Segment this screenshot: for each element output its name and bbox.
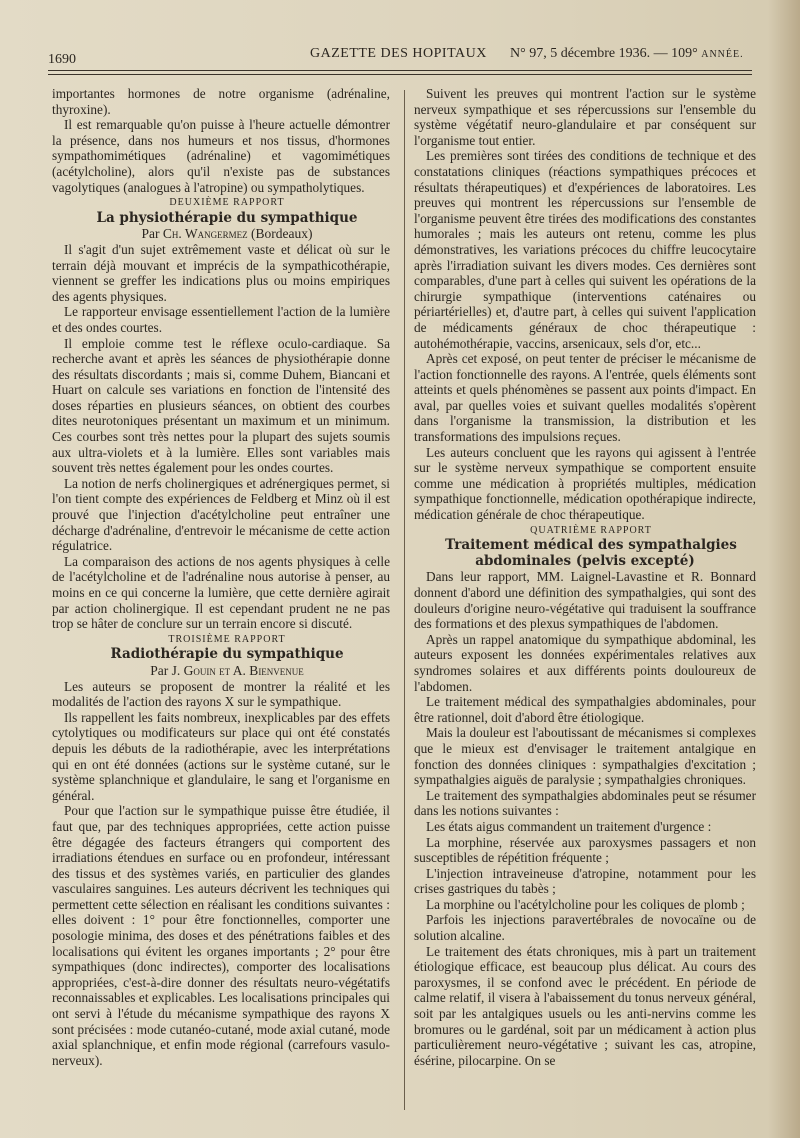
report3-author bbox=[52, 663, 390, 679]
report2-title: La physiothérapie du sympathique bbox=[96, 209, 358, 226]
report2-paragraph: La notion de nerfs cholinergiques et adrénergiques permet, si l'on tient compte des expériences de Feldberg et Minz où il est prouvé que l'injection d'acétylcholine peut entraîner une décharge d'adrénaline, d'entrevoir le mécanisme de cette action régulatrice. bbox=[52, 475, 390, 554]
report4-title: Traitement médical des sympathalgies abdominales (pelvis excepté) bbox=[445, 537, 737, 569]
report4-paragraph: Après un rappel anatomique du sympathique abdominal, les auteurs exposent les données expérimentales relatives aux syndromes solaires et aux différents points douloureux de l'abdomen. bbox=[414, 631, 756, 694]
continued-paragraph: Les premières sont tirées des conditions de technique et des constatations cliniques (réactions sympathiques précoces et résultats thérapeutiques) et d'expériences de laboratoires. Les preuves qui montrent les répercussions sur l'ensemble de l'organisme peuvent être tirées des modifications des constantes humorales ; mais les auteurs ont retenu, comme les plus démonstratives, les variations précoces du chiffre leucocytaire après l'irradiation suivant les divers modes. Ces dernières sont comparables, d'une part à celles qui suivent les opérations de la chirurgie sympathique (interventions caténaires ou périartérielles) et, d'autre part, à celles qui suivent l'application de médicaments généraux de choc thérapeutique : autohémothérapie, vaccins, arsenicaux, sels d'or, etc... bbox=[414, 148, 756, 351]
report3-paragraph: Les auteurs se proposent de montrer la réalité et les modalités de l'action des rayons X sur le sympathique. bbox=[52, 678, 390, 710]
issue-date: N° 97, 5 décembre 1936. — 109° bbox=[510, 46, 698, 61]
header-rule-top bbox=[48, 70, 752, 71]
report2-paragraph: Il emploie comme test le réflexe oculo-cardiaque. Sa recherche avant et après les séances de physiothérapie donne des résultats discordants ; mais si, comme Duhem, Biancani et Huart on calcule ses variations en fonction de l'intensité des doses réparties en plusieurs séances, on obtient des courbes dites neurotoniques présentant un maximum et un minimum. Ces courbes sont très nettes pour la plupart des sujets soumis aux ultra-violets et à la lumière. Elles sont variables mais souvent très nettes également pour les ondes courtes. bbox=[52, 335, 390, 476]
issue-annee: ANNÉE. bbox=[701, 49, 744, 60]
author-suffix: (Bordeaux) bbox=[251, 226, 313, 242]
report4-paragraph: La morphine ou l'acétylcholine pour les coliques de plomb ; bbox=[426, 896, 745, 912]
report4-paragraph: L'injection intraveineuse d'atropine, notamment pour les crises gastriques du tabès ; bbox=[414, 865, 756, 897]
report3-title: Radiothérapie du sympathique bbox=[110, 646, 344, 663]
report2-paragraph: La comparaison des actions de nos agents physiques à celle de l'acétylcholine et de l'adrénaline nous autorise à penser, au moins en ce qui concerne la lumière, que cette dernière agirait par action cholinergique. Il est cependant prudent ne ne pas trop se hâter de conclure sur un terrain encore si discuté. bbox=[52, 553, 390, 632]
author-name: J. Gouin et A. Bienvenue bbox=[171, 662, 304, 678]
continued-paragraph: Suivent les preuves qui montrent l'action sur le système nerveux sympathique et ses répercussions sur l'ensemble du système végétatif neuro-glandulaire et par conséquent sur l'organisme tout entier. bbox=[414, 86, 756, 148]
issue-info bbox=[510, 46, 744, 62]
intro-paragraph: importantes hormones de notre organisme (adrénaline, thyroxine). bbox=[52, 86, 390, 117]
page-header bbox=[48, 44, 766, 66]
report2-paragraph: Le rapporteur envisage essentiellement l'action de la lumière et des ondes courtes. bbox=[52, 304, 390, 335]
report2-author bbox=[52, 226, 390, 242]
report4-paragraph: Les états aigus commandent un traitement d'urgence : bbox=[426, 818, 712, 834]
report4-paragraph: Le traitement des sympathalgies abdominales peut se résumer dans les notions suivantes : bbox=[414, 787, 756, 819]
report4-paragraph: Le traitement des états chroniques, mis à part un traitement étiologique efficace, est beaucoup plus délicat. Au cours des paroxysmes, il se confond avec le précédent. En période de calme relatif, il visera à l'abaissement du tonus nerveux général, soit par les antalgiques usuels ou les anti-nervins comme les bromures ou le gardénal, soit par un médicament à action plus particulièrement neuro-végétative ; suivant les cas, atropine, ésérine, pilocarpine. On se bbox=[414, 943, 756, 1068]
report4-paragraph: Dans leur rapport, MM. Laignel-Lavastine et R. Bonnard donnent d'abord une définition des sympathalgies, qui sont des douleurs d'origine neuro-végétative qui traduisent la souffrance des formations et des plexus sympathiques de l'abdomen. bbox=[414, 569, 756, 632]
report4-paragraph: La morphine, réservée aux paroxysmes passagers et non susceptibles de répétition fréquente ; bbox=[414, 834, 756, 866]
right-column bbox=[414, 86, 756, 1068]
author-name: Ch. Wangermez bbox=[162, 226, 248, 242]
continued-paragraph: Après cet exposé, on peut tenter de préciser le mécanisme de l'action fonctionnelle des rayons. A l'entrée, quels éléments sont atteints et quels phénomènes se passent aux points d'impact. En aval, par quelles voies et suivant quelles modalités s'opèrent dans l'organisme la transmission, la distribution et les transformations des impulsions reçues. bbox=[414, 351, 756, 445]
page-number: 1690 bbox=[48, 52, 76, 67]
header-rule-bottom bbox=[48, 74, 752, 75]
report4-paragraph: Le traitement médical des sympathalgies abdominales, pour être rationnel, doit d'abord être étiologique. bbox=[414, 694, 756, 725]
report4-paragraph: Parfois les injections paravertébrales de novocaïne ou de solution alcaline. bbox=[414, 912, 756, 944]
author-prefix: Par bbox=[150, 662, 169, 678]
author-prefix: Par bbox=[141, 226, 160, 242]
journal-title: GAZETTE DES HOPITAUX bbox=[310, 46, 487, 61]
report3-paragraph: Pour que l'action sur le sympathique puisse être étudiée, il faut que, par des techniques appropriées, cette action puisse être dégagée des facteurs étrangers qui comportent des irradiations étendues en surface ou en profondeur, intéressant des tissus et des systèmes variés, en particulier des glandes vasculaires sanguines. Les auteurs décrivent les techniques qui permettent cette sélection en réalisant les conditions suivantes : elles doivent : 1° pour être fonctionnelles, comporter une posologie minima, des doses et des pénétrations faibles et des localisations qui évitent les organes importants ; 2° pour être sympathiques (donc indirectes), comporter des localisations appropriées, c'est-à-dire donner des résultats neuro-végétatifs reconnaissables et explicables. Les localisations principales qui ont servi à l'étude du mécanisme sympathique des rayons X sont précisées : mode cutanéo-cutané, mode axial cutané, mode axial splanchnique, et enfin mode régional (carrefours vasulo-nerveux). bbox=[52, 803, 390, 1068]
intro-paragraph: Il est remarquable qu'on puisse à l'heure actuelle démontrer la présence, dans nos humeurs et nos tissus, d'hormones sympathomimétiques (adrénaline) et vagomimétiques (acétylcholine), alors qu'il n'existe pas de substances vagolytiques (analogues à l'atropine) ou sympatholytiques. bbox=[52, 117, 390, 195]
report2-label: DEUXIÈME RAPPORT bbox=[169, 197, 285, 209]
column-divider bbox=[404, 90, 405, 1110]
continued-paragraph: Les auteurs concluent que les rayons qui agissent à l'entrée sur le système nerveux sympathique se comportent ensuite comme une médication à propriétés multiples, médication sympathique fonctionnelle, médication opothérapique indirecte, médication générale de choc thérapeutique. bbox=[414, 444, 756, 523]
report3-paragraph: Ils rappellent les faits nombreux, inexplicables par des effets cytolytiques ou modificateurs sur place qui ont été constatés depuis les débuts de la radiothérapie, avec les interprétations qui en ont été données (actions sur le système cutané, sur le système splanchnique et glandulaire, le sang et l'organisme en général. bbox=[52, 709, 390, 803]
left-column bbox=[52, 86, 390, 1068]
report4-paragraph: Mais la douleur est l'aboutissant de mécanismes si complexes que le mieux est d'envisager le traitement antalgique en fonction des données cliniques : sympathalgies d'excitation ; sympathalgies aiguës de paralysie ; sympathalgies chroniques. bbox=[414, 725, 756, 788]
report4-label: QUATRIÈME RAPPORT bbox=[530, 524, 652, 536]
report2-paragraph: Il s'agit d'un sujet extrêmement vaste et délicat où sur le terrain déjà mouvant et imprécis de la sympathicothérapie, viennent se greffer les indications plus ou moins empiriques des agents physiques. bbox=[52, 241, 390, 304]
report3-label: TROISIÈME RAPPORT bbox=[168, 633, 286, 645]
